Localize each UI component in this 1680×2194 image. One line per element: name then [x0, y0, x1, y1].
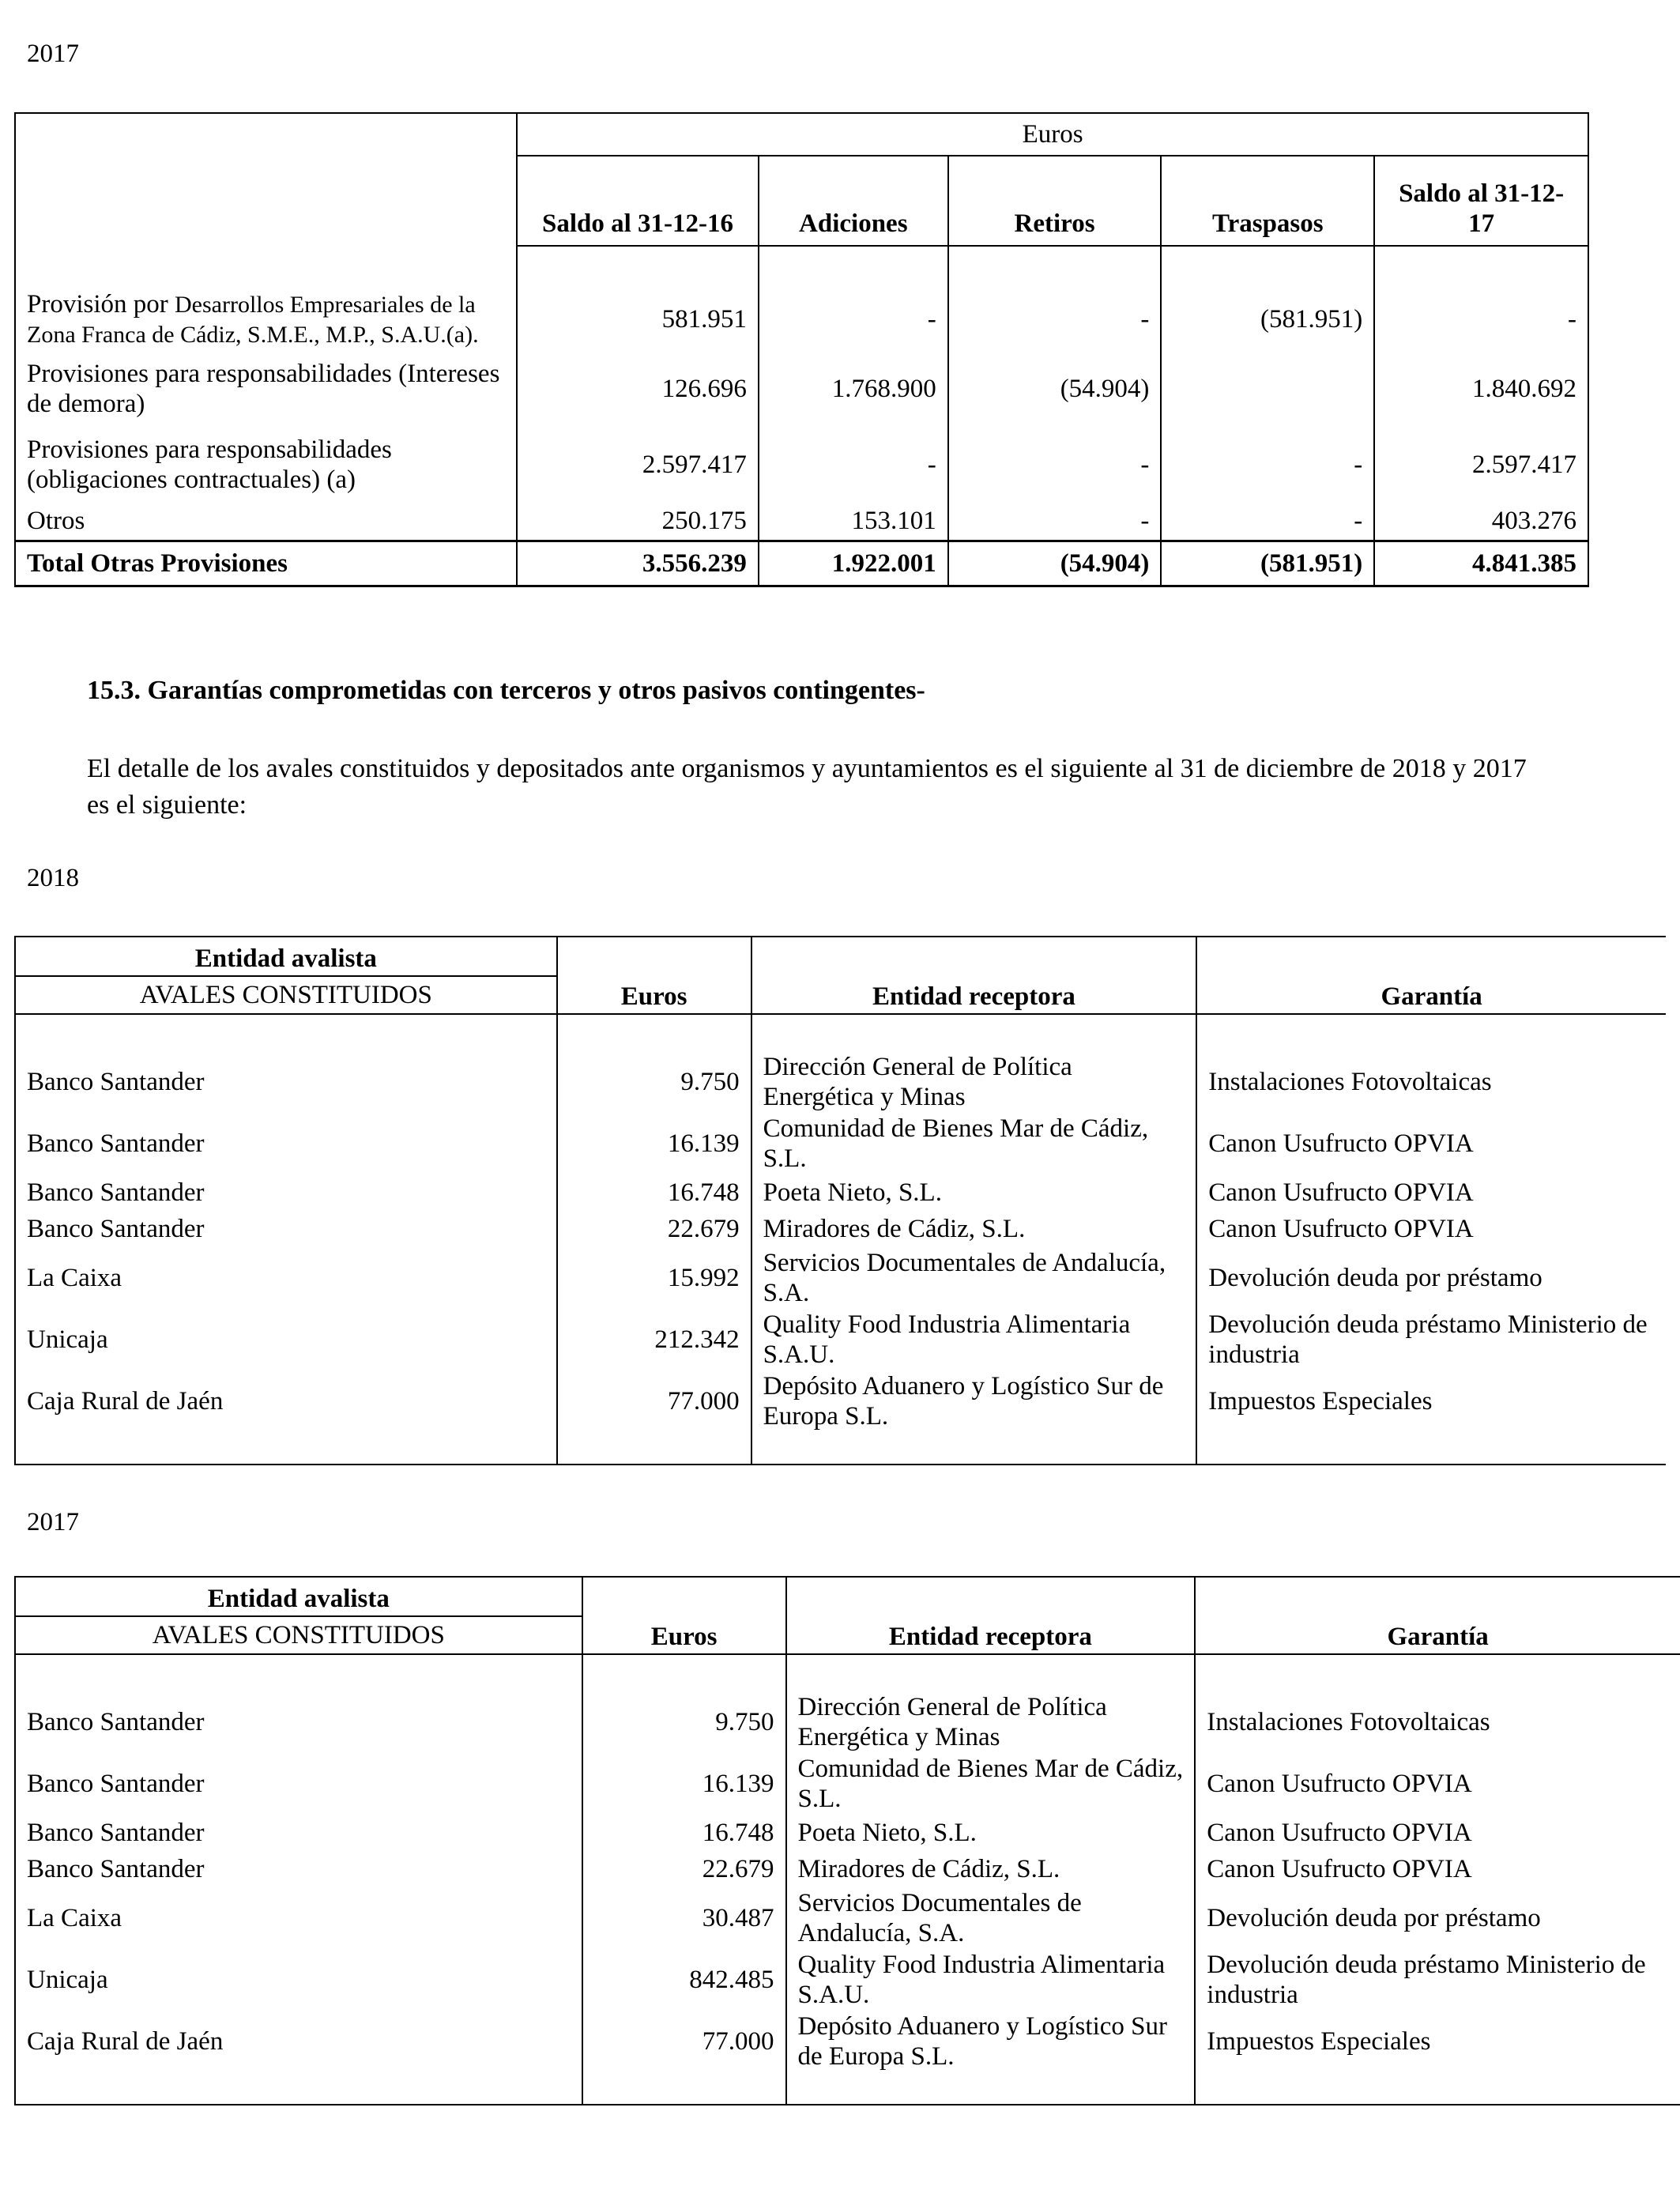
total-value: 4.841.385: [1374, 541, 1588, 586]
header-garantia: Garantía: [1195, 1577, 1680, 1654]
cell-entity: Caja Rural de Jaén: [15, 1370, 557, 1432]
cell-value: -: [948, 503, 1162, 541]
header-euros: Euros: [582, 1577, 786, 1654]
cell-euros: 16.139: [557, 1113, 751, 1174]
col-header-adiciones: Adiciones: [759, 156, 948, 246]
cell-entity: Banco Santander: [15, 1691, 582, 1753]
table-row: [15, 1309, 1666, 1370]
table-row: [15, 1113, 1666, 1174]
table-row: [15, 1247, 1666, 1309]
table-row: [15, 1887, 1680, 1949]
table-row: [15, 427, 1588, 503]
header-entity: Entidad avalista: [15, 937, 557, 976]
table-row: [15, 503, 1588, 541]
cell-value: -: [759, 288, 948, 351]
cell-garantia: Instalaciones Fotovoltaicas: [1195, 1691, 1680, 1753]
cell-entity: Banco Santander: [15, 1113, 557, 1174]
table-row: [15, 1370, 1666, 1432]
total-label: Total Otras Provisiones: [15, 541, 517, 586]
cell-value: -: [1161, 427, 1374, 503]
cell-entity: Banco Santander: [15, 1851, 582, 1887]
table-row: [15, 288, 1588, 351]
cell-receptor: Quality Food Industria Alimentaria S.A.U.: [751, 1309, 1197, 1370]
cell-receptor: Miradores de Cádiz, S.L.: [751, 1211, 1197, 1247]
table-row: [15, 1753, 1680, 1815]
table-row: [15, 1691, 1680, 1753]
table-row: [15, 1949, 1680, 2011]
cell-receptor: Poeta Nieto, S.L.: [751, 1174, 1197, 1211]
cell-entity: Unicaja: [15, 1949, 582, 2011]
section-heading: 15.3. Garantías comprometidas con terceros y otros pasivos contingentes-: [87, 676, 925, 705]
cell-euros: 22.679: [582, 1851, 786, 1887]
cell-garantia: Impuestos Especiales: [1195, 2011, 1680, 2072]
cell-euros: 77.000: [557, 1370, 751, 1432]
header-receptor: Entidad receptora: [751, 937, 1197, 1014]
table-row: [15, 1851, 1680, 1887]
cell-garantia: Impuestos Especiales: [1196, 1370, 1666, 1432]
cell-euros: 9.750: [557, 1051, 751, 1113]
provisions-table: [14, 112, 1589, 587]
header-euros: Euros: [557, 937, 751, 1014]
section-paragraph: El detalle de los avales constituidos y depositados ante organismos y ayuntamientos es el siguiente al 31 de diciembre de 2018 y 2017 es el siguiente:: [87, 754, 1527, 820]
cell-value: 126.696: [517, 351, 759, 427]
cell-euros: 30.487: [582, 1887, 786, 1949]
cell-entity: Banco Santander: [15, 1211, 557, 1247]
cell-value: 2.597.417: [1374, 427, 1588, 503]
table-row: [15, 1174, 1666, 1211]
cell-entity: Banco Santander: [15, 1174, 557, 1211]
col-header-saldo-16: Saldo al 31-12-16: [517, 156, 759, 246]
cell-receptor: Servicios Documentales de Andalucía, S.A.: [786, 1887, 1196, 1949]
year-label-2017-avales: 2017: [27, 1508, 79, 1536]
cell-receptor: Servicios Documentales de Andalucía, S.A.: [751, 1247, 1197, 1309]
cell-value: [1161, 351, 1374, 427]
cell-euros: 16.748: [557, 1174, 751, 1211]
table-row: [15, 1211, 1666, 1247]
cell-garantia: Canon Usufructo OPVIA: [1196, 1174, 1666, 1211]
provisions-header-blank: [15, 113, 517, 246]
cell-receptor: Quality Food Industria Alimentaria S.A.U.: [786, 1949, 1196, 2011]
cell-euros: 16.139: [582, 1753, 786, 1815]
cell-receptor: Dirección General de Política Energética y Minas: [786, 1691, 1196, 1753]
row-label: Provisiones para responsabilidades (obligaciones contractuales) (a): [15, 427, 517, 503]
avales-2017-table: [14, 1576, 1680, 2105]
cell-value: -: [759, 427, 948, 503]
cell-entity: Banco Santander: [15, 1815, 582, 1851]
header-garantia: Garantía: [1196, 937, 1666, 1014]
cell-euros: 77.000: [582, 2011, 786, 2072]
cell-entity: Banco Santander: [15, 1753, 582, 1815]
cell-garantia: Devolución deuda préstamo Ministerio de industria: [1195, 1949, 1680, 2011]
cell-value: -: [948, 427, 1162, 503]
cell-receptor: Depósito Aduanero y Logístico Sur de Europa S.L.: [786, 2011, 1196, 2072]
cell-receptor: Depósito Aduanero y Logístico Sur de Europa S.L.: [751, 1370, 1197, 1432]
row-label: Provisiones para responsabilidades (Intereses de demora): [15, 351, 517, 427]
row-label: Provisión por Desarrollos Empresariales de la Zona Franca de Cádiz, S.M.E., M.P., S.A.U.(a).: [15, 288, 517, 351]
cell-value: -: [1374, 288, 1588, 351]
total-value: 3.556.239: [517, 541, 759, 586]
table-row: [15, 1815, 1680, 1851]
row-label: Otros: [15, 503, 517, 541]
cell-receptor: Poeta Nieto, S.L.: [786, 1815, 1196, 1851]
cell-garantia: Canon Usufructo OPVIA: [1196, 1211, 1666, 1247]
header-receptor: Entidad receptora: [786, 1577, 1196, 1654]
cell-value: 1.840.692: [1374, 351, 1588, 427]
cell-euros: 16.748: [582, 1815, 786, 1851]
cell-garantia: Canon Usufructo OPVIA: [1195, 1815, 1680, 1851]
year-label-2017-top: 2017: [27, 40, 79, 68]
total-value: (581.951): [1161, 541, 1374, 586]
year-label-2018: 2018: [27, 864, 79, 892]
cell-value: -: [948, 288, 1162, 351]
cell-value: 250.175: [517, 503, 759, 541]
col-header-retiros: Retiros: [948, 156, 1162, 246]
cell-value: 403.276: [1374, 503, 1588, 541]
cell-value: 1.768.900: [759, 351, 948, 427]
col-header-traspasos: Traspasos: [1161, 156, 1374, 246]
table-row: [15, 351, 1588, 427]
cell-entity: Banco Santander: [15, 1051, 557, 1113]
cell-garantia: Canon Usufructo OPVIA: [1195, 1851, 1680, 1887]
avales-2018-table: [14, 936, 1666, 1465]
cell-garantia: Devolución deuda préstamo Ministerio de industria: [1196, 1309, 1666, 1370]
cell-receptor: Comunidad de Bienes Mar de Cádiz, S.L.: [751, 1113, 1197, 1174]
table-row: [15, 2011, 1680, 2072]
cell-euros: 842.485: [582, 1949, 786, 2011]
cell-value: 581.951: [517, 288, 759, 351]
total-value: (54.904): [948, 541, 1162, 586]
table-row: [15, 1051, 1666, 1113]
cell-entity: La Caixa: [15, 1887, 582, 1949]
cell-garantia: Instalaciones Fotovoltaicas: [1196, 1051, 1666, 1113]
cell-value: (54.904): [948, 351, 1162, 427]
cell-entity: Unicaja: [15, 1309, 557, 1370]
total-row: [15, 541, 1588, 586]
cell-euros: 9.750: [582, 1691, 786, 1753]
cell-value: (581.951): [1161, 288, 1374, 351]
cell-garantia: Devolución deuda por préstamo: [1195, 1887, 1680, 1949]
cell-receptor: Comunidad de Bienes Mar de Cádiz, S.L.: [786, 1753, 1196, 1815]
cell-euros: 212.342: [557, 1309, 751, 1370]
cell-garantia: Canon Usufructo OPVIA: [1195, 1753, 1680, 1815]
cell-receptor: Miradores de Cádiz, S.L.: [786, 1851, 1196, 1887]
cell-euros: 15.992: [557, 1247, 751, 1309]
col-header-saldo-17: Saldo al 31-12-17: [1374, 156, 1588, 246]
header-sub: AVALES CONSTITUIDOS: [15, 1616, 582, 1654]
cell-euros: 22.679: [557, 1211, 751, 1247]
cell-entity: Caja Rural de Jaén: [15, 2011, 582, 2072]
header-sub: AVALES CONSTITUIDOS: [15, 976, 557, 1014]
cell-value: 2.597.417: [517, 427, 759, 503]
cell-value: 153.101: [759, 503, 948, 541]
cell-garantia: Devolución deuda por préstamo: [1196, 1247, 1666, 1309]
total-value: 1.922.001: [759, 541, 948, 586]
cell-value: -: [1161, 503, 1374, 541]
cell-receptor: Dirección General de Política Energética y Minas: [751, 1051, 1197, 1113]
cell-entity: La Caixa: [15, 1247, 557, 1309]
header-entity: Entidad avalista: [15, 1577, 582, 1616]
provisions-group-header: Euros: [517, 113, 1588, 156]
cell-garantia: Canon Usufructo OPVIA: [1196, 1113, 1666, 1174]
